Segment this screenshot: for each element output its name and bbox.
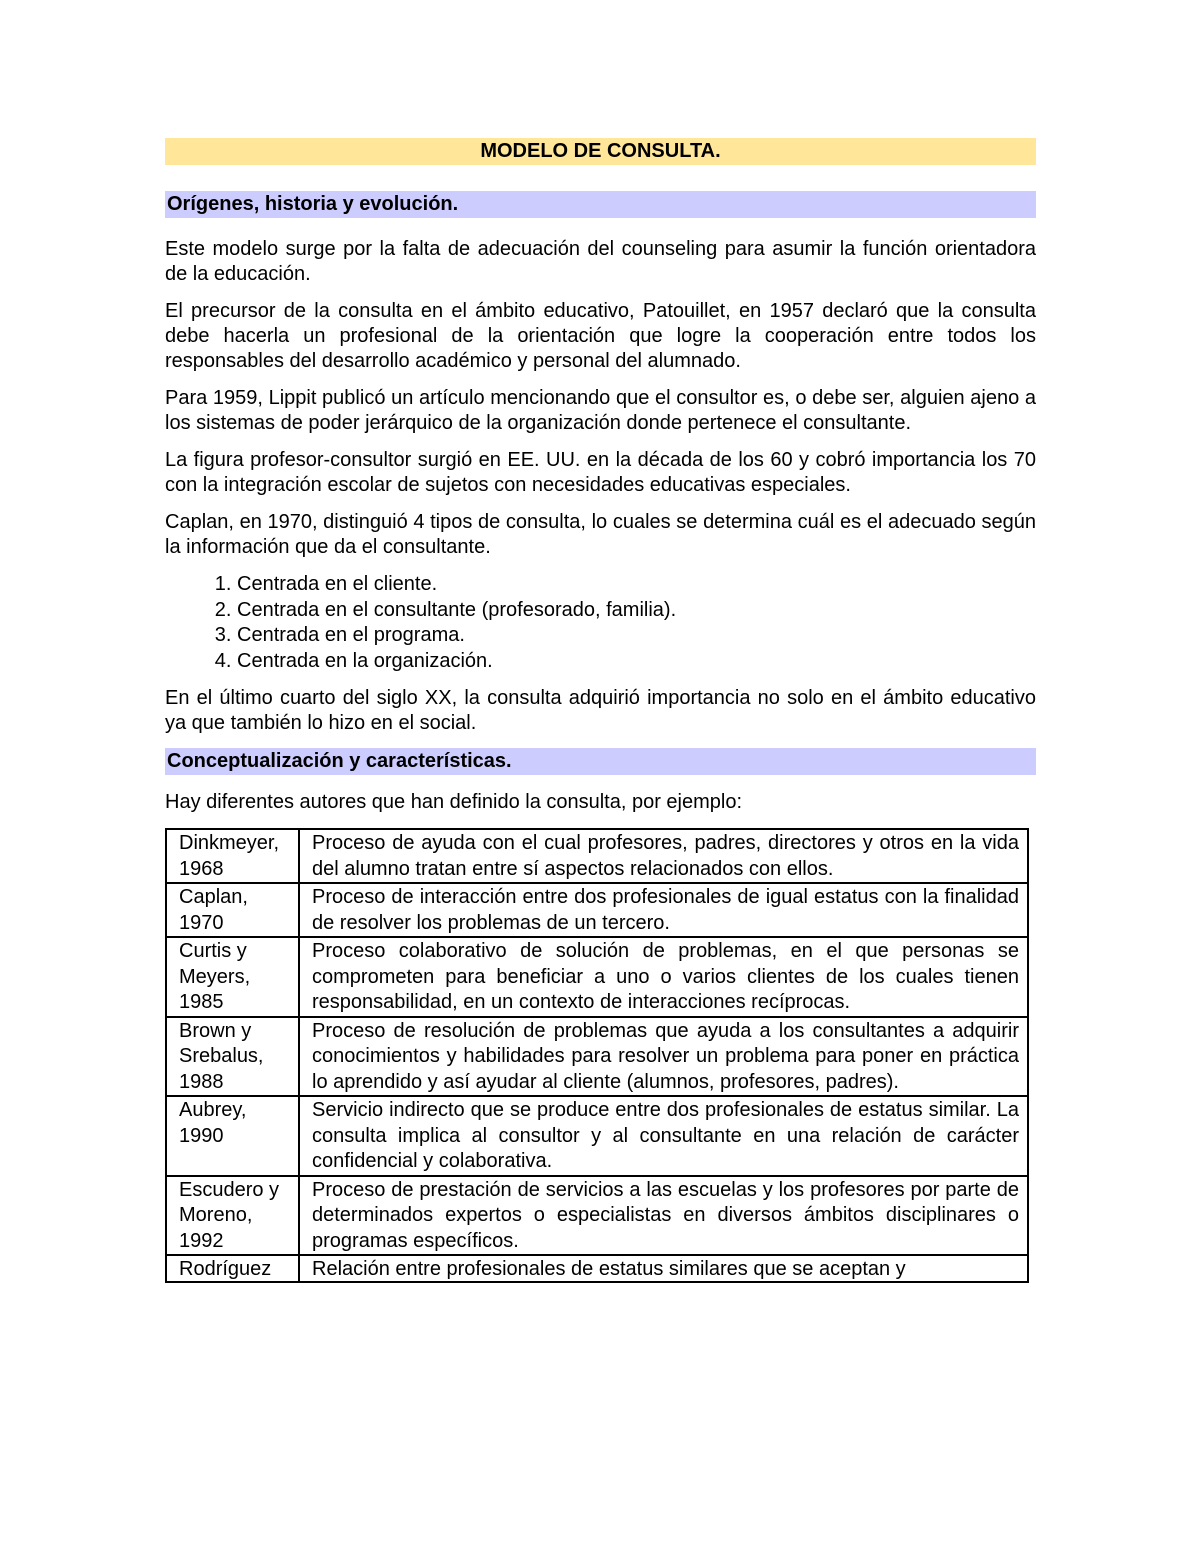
- list-item: 1. Centrada en el cliente.: [237, 572, 1036, 598]
- author-cell: Dinkmeyer, 1968: [166, 829, 299, 883]
- paragraph: Para 1959, Lippit publicó un artículo mencionando que el consultor es, o debe ser, alguien ajeno a los sistemas de poder jerárquico de la organización donde pertenece el consultante.: [165, 387, 1036, 434]
- list-item: 4. Centrada en la organización.: [237, 649, 1036, 675]
- definition-cell: Proceso de ayuda con el cual profesores, padres, directores y otros en la vida del alumno tratan entre sí aspectos relacionados con ellos.: [299, 829, 1028, 883]
- definition-text: Relación entre profesionales de estatus similares que se aceptan y: [312, 1258, 906, 1280]
- paragraph: La figura profesor-consultor surgió en EE. UU. en la década de los 60 y cobró importancia los 70 con la integración escolar de sujetos con necesidades educativas especiales.: [165, 449, 1036, 496]
- author-cell: Aubrey, 1990: [166, 1096, 299, 1176]
- author-cell: Caplan, 1970: [166, 883, 299, 937]
- table-row: [166, 1096, 1028, 1176]
- section-heading-origins: Orígenes, historia y evolución.: [165, 191, 1036, 218]
- paragraph: Hay diferentes autores que han definido la consulta, por ejemplo:: [165, 791, 743, 813]
- paragraph: Este modelo surge por la falta de adecuación del counseling para asumir la función orientadora de la educación.: [165, 238, 1036, 285]
- paragraph: El precursor de la consulta en el ámbito educativo, Patouillet, en 1957 declaró que la consulta debe hacerla un profesional de la orientación que logre la cooperación entre todos los responsables del desarrollo académico y personal del alumnado.: [165, 300, 1036, 372]
- table-row: [166, 829, 1028, 883]
- author-cell: [166, 1255, 299, 1282]
- author-text: Rodríguez: [179, 1258, 272, 1280]
- definition-cell: Proceso de resolución de problemas que ayuda a los consultantes a adquirir conocimientos y habilidades para resolver un problema para poner en práctica lo aprendido y así ayudar al cliente (alumnos, profesores, padres).: [299, 1017, 1028, 1097]
- author-cell: Curtis y Meyers, 1985: [166, 937, 299, 1017]
- table-row: [166, 937, 1028, 1017]
- definition-cell: Proceso de prestación de servicios a las escuelas y los profesores por parte de determinados expertos o especialistas en diversos ámbitos disciplinares o programas específicos.: [299, 1176, 1028, 1256]
- table-row: [166, 1255, 1028, 1282]
- list-item: 2. Centrada en el consultante (profesorado, familia).: [237, 598, 1036, 624]
- section-heading-conceptualization: Conceptualización y características.: [165, 748, 1036, 775]
- definitions-table: [165, 828, 1029, 1283]
- table-row: [166, 883, 1028, 937]
- list-item: 3. Centrada en el programa.: [237, 623, 1036, 649]
- author-cell: Escudero y Moreno, 1992: [166, 1176, 299, 1256]
- paragraph: Caplan, en 1970, distinguió 4 tipos de consulta, lo cuales se determina cuál es el adecuado según la información que da el consultante.: [165, 511, 1036, 558]
- definition-cell: Proceso de interacción entre dos profesionales de igual estatus con la finalidad de resolver los problemas de un tercero.: [299, 883, 1028, 937]
- consultation-types-list: [165, 572, 1036, 674]
- author-cell: Brown y Srebalus, 1988: [166, 1017, 299, 1097]
- definition-cell: Proceso colaborativo de solución de problemas, en el que personas se comprometen para beneficiar a uno o varios clientes de los cuales tienen responsabilidad, en un contexto de interacciones recíprocas.: [299, 937, 1028, 1017]
- table-row: [166, 1017, 1028, 1097]
- definition-cell: Servicio indirecto que se produce entre dos profesionales de estatus similar. La consulta implica al consultor y al consultante en una relación de carácter confidencial y colaborativa.: [299, 1096, 1028, 1176]
- paragraph: En el último cuarto del siglo XX, la consulta adquirió importancia no solo en el ámbito educativo ya que también lo hizo en el social.: [165, 687, 1036, 734]
- definition-cell: [299, 1255, 1028, 1282]
- table-row: [166, 1176, 1028, 1256]
- document-content: [165, 138, 1036, 1283]
- document-title: MODELO DE CONSULTA.: [165, 138, 1036, 165]
